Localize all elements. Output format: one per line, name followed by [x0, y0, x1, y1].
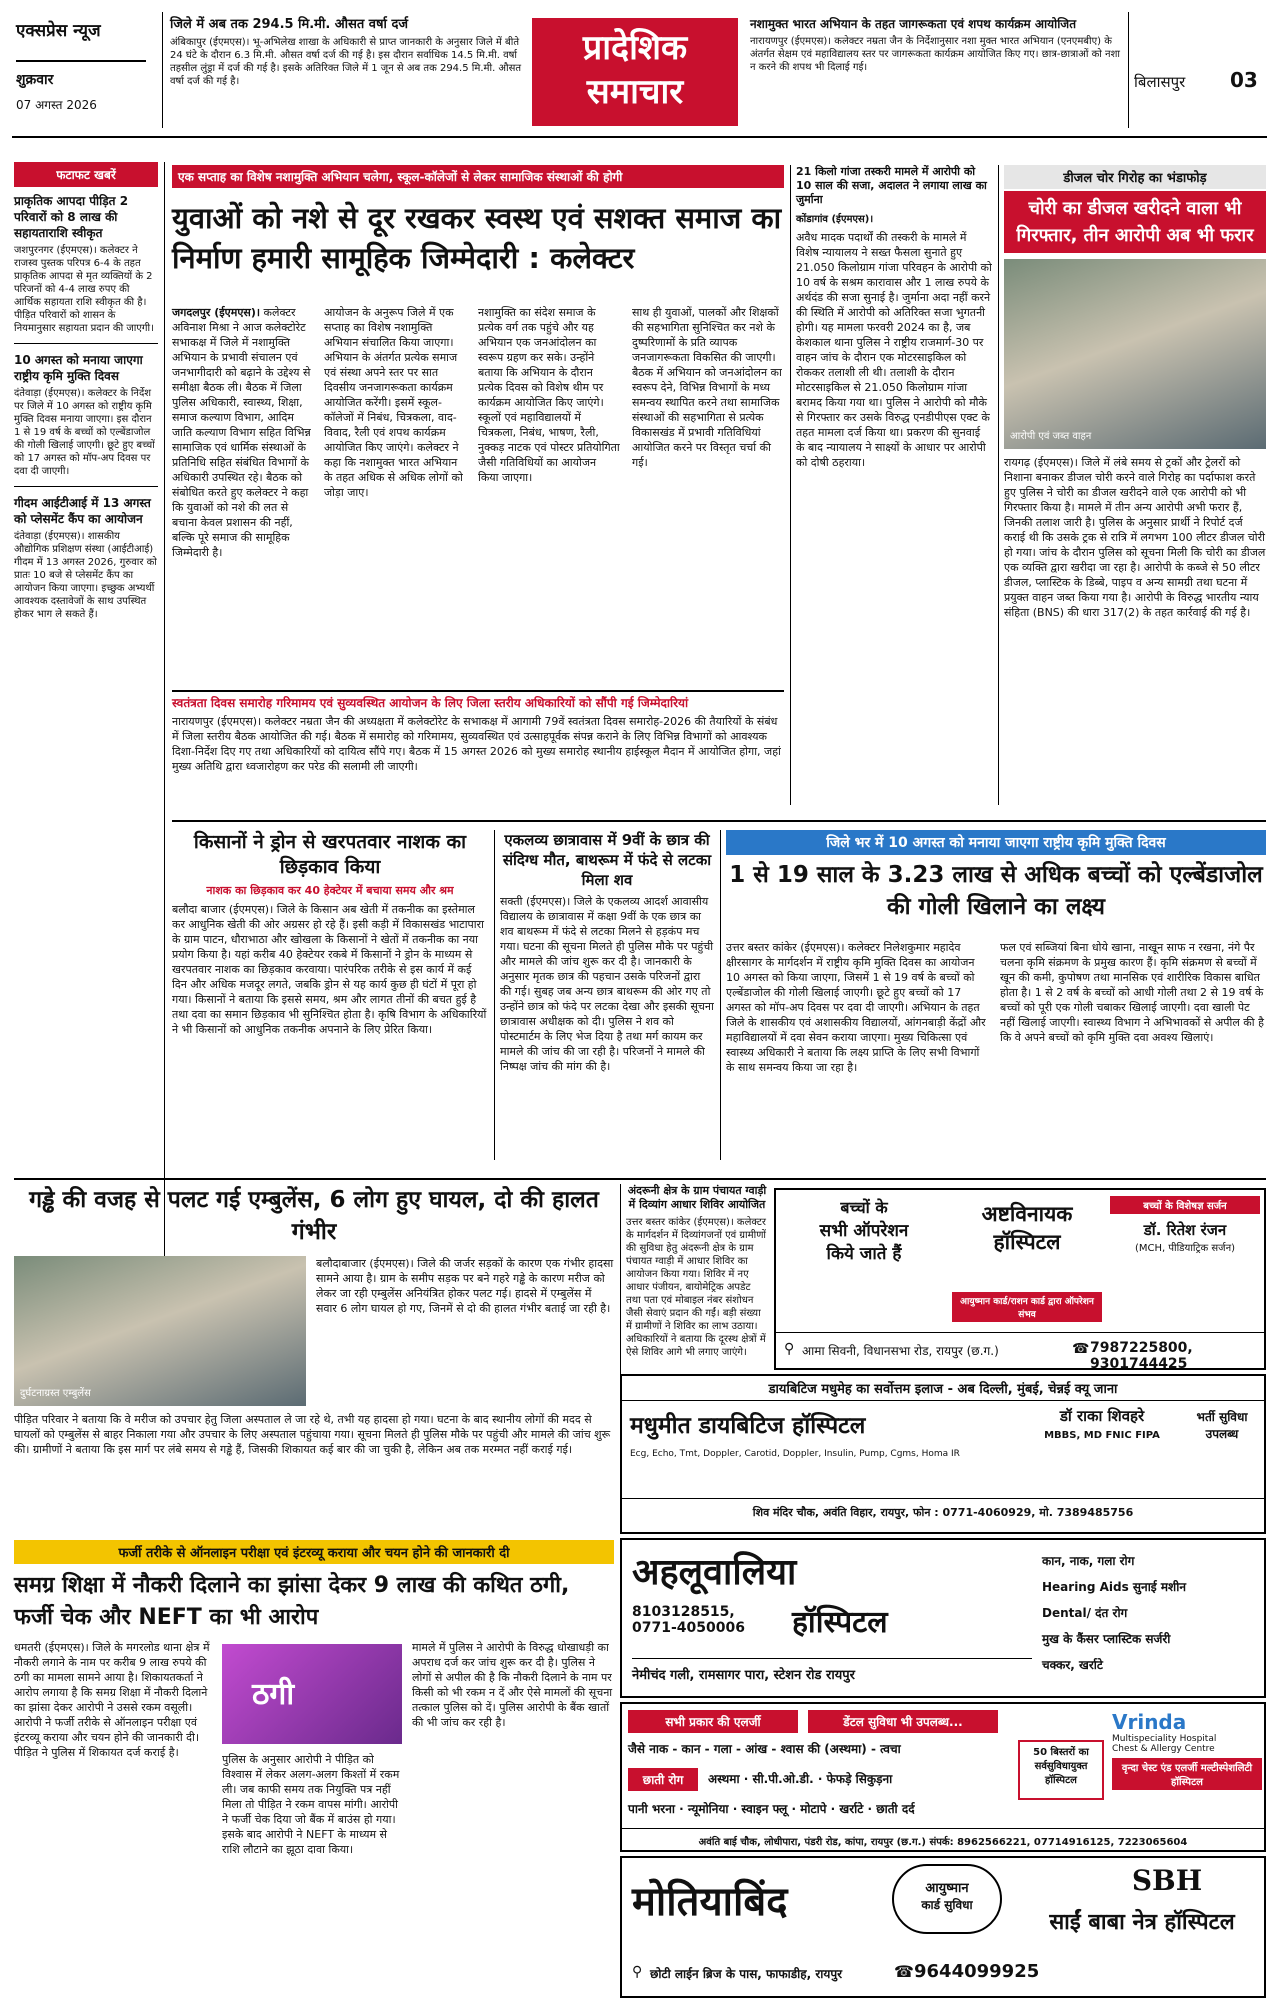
- ad-madhumeet: [620, 1374, 1266, 1534]
- ad-service-item: चक्कर, खर्राटे: [1042, 1658, 1103, 1672]
- ad-vrinda-logo-sub: Multispeciality Hospital: [1112, 1734, 1217, 1744]
- ad-ahluwalia-phone: 0771-4050006: [632, 1620, 745, 1636]
- ad-madhumeet-name: मधुमीत डायबिटिज हॉस्पिटल: [630, 1412, 866, 1439]
- ad-hospital-name: अष्टविनायक हॉस्पिटल: [981, 1201, 1073, 1254]
- ad-sai-name: साईं बाबा नेत्र हॉस्पिटल: [1049, 1910, 1235, 1935]
- sidebar-header: फटाफट खबरें: [14, 162, 158, 187]
- ad-line: सभी ऑपरेशन: [819, 1221, 909, 1241]
- section-title-line1: प्रादेशिक: [582, 28, 688, 68]
- ad-sai-ayush: कार्ड सुविधा: [921, 1898, 973, 1912]
- ad-ahluwalia-phone: 8103128515,: [632, 1604, 735, 1620]
- ad-vrinda-logo: Vrinda: [1112, 1710, 1187, 1734]
- aadhaar-body: उत्तर बस्तर कांकेर (ईएमएस)। कलेक्टर के मार्गदर्शन में दिव्यांगजनों एवं ग्रामीणों की सुविधा हेतु अंदरूनी क्षेत्र के ग्राम पंचायत ग्वाड़ी में आधार शिविर का आयोजन किया गया। शिविर में नए आधार पंजीयन, बायोमेट्रिक अपडेट तथा पता एवं मोबाइल नंबर संशोधन जैसी सेवाएं प्रदान की गईं। बड़ी संख्या में ग्रामीणों ने शिविर का लाभ उठाया। अधिकारियों ने बताया कि दूरस्थ क्षेत्रों में ऐसे शिविर आगे भी लगाए जाएंगे।: [626, 1217, 767, 1358]
- ad-madhumeet-degree: MBBS, MD FNIC FIPA: [1044, 1430, 1160, 1441]
- ambulance-story: [14, 1184, 614, 1529]
- deworming-kicker: जिले भर में 10 अगस्त को मनाया जाएगा राष्ट्रीय कृमि मुक्ति दिवस: [726, 830, 1266, 855]
- ad-vrinda-tab: डेंटल सुविधा भी उपलब्ध...: [808, 1710, 998, 1733]
- ad-ahluwalia-name: अहलूवालिया: [632, 1551, 797, 1593]
- sidebar-item-body: दंतेवाड़ा (ईएमएस)। शासकीय औद्योगिक प्रशिक्षण संस्था (आईटीआई) गीदम में 13 अगस्त 2026, गुरुवार को प्रातः 10 बजे से प्लेसमेंट कैंप का आयोजन किया जाएगा। इच्छुक अभ्यर्थी आवश्यक दस्तावेजों के साथ उपस्थित होकर भाग ले सकते हैं।: [14, 531, 157, 620]
- ad-sai-logo: SBH: [1131, 1864, 1203, 1897]
- ambulance-body: पीड़ित परिवार ने बताया कि वे मरीज को उपचार हेतु जिला अस्पताल ले जा रहे थे, तभी यह हादसा हो गया। घटना के बाद स्थानीय लोगों की मदद से घायलों को एम्बुलेंस से बाहर निकाला गया और उपचार के लिए अस्पताल पहुंचाया गया। सूचना मिलते ही पुलिस मौके पर पहुंची और मामले की जांच शुरू की। ग्रामीणों ने बताया कि इस मार्ग पर लंबे समय से गड्ढे हैं, जिसकी शिकायत कई बार की जा चुकी है, लेकिन अब तक मरम्मत नहीं कराई गई।: [14, 1413, 611, 1456]
- fraud-story: [14, 1540, 614, 1998]
- ad-ashtavinayak: [774, 1188, 1266, 1370]
- sidebar-item-body: दंतेवाड़ा (ईएमएस)। कलेक्टर के निर्देश पर जिले में 10 अगस्त को राष्ट्रीय कृमि मुक्ति दिवस मनाया जाएगा। इस दौरान 1 से 19 वर्ष के बच्चों को एल्बेंडाजोल की गोली खिलाई जाएगी। छूटे हुए बच्चों को 17 अगस्त को मॉप-अप दिवस पर दवा दी जाएगी।: [14, 388, 155, 477]
- ad-vrinda-row: पानी भरना · न्यूमोनिया · स्वाइन फ्लू · मोटापे · खर्राटे · छाती दर्द: [628, 1802, 915, 1816]
- ganja-dateline: कोंडागांव (ईएमएस)।: [796, 214, 874, 225]
- ambulance-photo-caption: दुर्घटनाग्रस्त एम्बुलेंस: [20, 1388, 91, 1399]
- ad-spec: बच्चों के विशेषज्ञ सर्जन: [1110, 1196, 1260, 1214]
- ad-ahluwalia-sub: हॉस्पिटल: [792, 1605, 888, 1640]
- diesel-story: [1004, 165, 1266, 805]
- ad-vrinda-address: अवंति बाई चौक, लोधीपारा, पंडरी रोड, कांपा, रायपुर (छ.ग.) संपर्क: 8962566221, 07714916125, 7223065604: [622, 1828, 1264, 1848]
- hostel-headline: एकलव्य छात्रावास में 9वीं के छात्र की संदिग्ध मौत, बाथरूम में फंदे से लटका मिला शव: [502, 831, 712, 889]
- location-icon: ⚲: [632, 1964, 643, 1980]
- ad-madhumeet-address: शिव मंदिर चौक, अवंति विहार, रायपुर, फोन : 0771-4060929, मो. 7389485756: [622, 1498, 1264, 1520]
- fraud-col2: पुलिस के अनुसार आरोपी ने पीड़ित को विश्वास में लेकर अलग-अलग किश्तों में रकम ली। जब काफी समय तक नियुक्ति पत्र नहीं मिला तो पीड़ित ने रकम वापस मांगी। आरोपी ने फर्जी चेक दिया जो बैंक में बाउंस हो गया। इसके बाद आरोपी ने NEFT के माध्यम से राशि लौटाने का झूठा दावा किया।: [222, 1753, 400, 1856]
- diesel-photo: [1004, 259, 1266, 449]
- ad-vrinda-tab: सभी प्रकार की एलर्जी: [628, 1710, 798, 1733]
- lead-dateline: जगदलपुर (ईएमएस)।: [172, 306, 261, 319]
- ad-service-item: मुख के कैंसर प्लास्टिक सर्जरी: [1042, 1632, 1171, 1646]
- lead-headline: युवाओं को नशे से दूर रखकर स्वस्थ एवं सशक्त समाज का निर्माण हमारी सामूहिक जिम्मेदारी : कलेक्टर: [172, 201, 782, 275]
- fraud-col3: मामले में पुलिस ने आरोपी के विरुद्ध धोखाधड़ी का अपराध दर्ज कर जांच शुरू कर दी है। पुलिस ने लोगों से अपील की है कि नौकरी दिलाने के नाम पर किसी को भी रकम न दें और ऐसे मामलों की सूचना तत्काल पुलिस को दें। पुलिस आरोपी के बैंक खातों की भी जांच कर रही है।: [412, 1641, 613, 1729]
- issue-day: शुक्रवार: [16, 72, 54, 88]
- ad-madhumeet-badge: भर्ती सुविधा उपलब्ध: [1196, 1410, 1248, 1441]
- page-number: 03: [1230, 68, 1258, 92]
- sub-lead-body: नारायणपुर (ईएमएस)। कलेक्टर नम्रता जैन की अध्यक्षता में कलेक्टोरेट के सभाकक्ष में आगामी 79वें स्वतंत्रता दिवस समारोह-2026 की तैयारियों के संबंध में जिला स्तरीय बैठक आयोजित की गई। बैठक में समारोह को गरिमामय, सुव्यवस्थित एवं उत्साहपूर्वक संपन्न कराने के लिए विभिन्न विभागों को आवश्यक दिशा-निर्देश दिए गए तथा अधिकारियों को दायित्व सौंपे गए। बैठक में 15 अगस्त 2026 को मुख्य समारोह स्थानीय हाईस्कूल मैदान में आयोजित होगा, जहां मुख्य अतिथि द्वारा ध्वजारोहण कर परेड की सलामी ली जाएगी।: [172, 715, 781, 773]
- diesel-headline: चोरी का डीजल खरीदने वाला भी गिरफ्तार, तीन आरोपी अब भी फरार: [1004, 191, 1266, 253]
- ad-vrinda-row: अस्थमा · सी.पी.ओ.डी. · फेफड़े सिकुड़ना: [708, 1772, 893, 1786]
- ad-vrinda-hindi-name: वृन्दा चेस्ट एंड एलर्जी मल्टीस्पेशलिटी हॉस्पिटल: [1112, 1758, 1262, 1790]
- ad-sai-ayush: आयुष्मान: [925, 1881, 969, 1896]
- lead-col4: साथ ही युवाओं, पालकों और शिक्षकों की सहभागिता सुनिश्चित कर नशे के दुष्परिणामों के प्रति व्यापक जनजागरूकता विकसित की जाएगी। बैठक में अभियान को जनआंदोलन का स्वरूप देने, विभिन्न विभागों के मध्य समन्वय स्थापित करने तथा सामाजिक संस्थाओं की सहभागिता से प्रत्येक विकासखंड में प्रभावी गतिविधियां आयोजित करने पर विस्तृत चर्चा की गई।: [632, 306, 782, 469]
- ad-service-item: Hearing Aids सुनाई मशीन: [1042, 1580, 1186, 1594]
- sidebar-item-title: प्राकृतिक आपदा पीड़ित 2 परिवारों को 8 लाख की सहायताराशि स्वीकृत: [14, 194, 129, 240]
- sub-lead-story: [172, 690, 784, 810]
- location-icon: ⚲: [784, 1341, 795, 1357]
- farmers-headline: किसानों ने ड्रोन से खरपतवार नाशक का छिड़काव किया: [193, 831, 467, 878]
- lead-col2: आयोजन के अनुरूप जिले में एक सप्ताह का विशेष नशामुक्ति अभियान संचालित किया जाएगा। अभियान के अंतर्गत प्रत्येक समाज एवं संस्था अपने स्तर पर सात दिवसीय जनजागरूकता कार्यक्रम आयोजित करेंगी। इसमें स्कूल-कॉलेजों में निबंध, चित्रकला, वाद-विवाद, रैली एवं शपथ कार्यक्रम आयोजित किए जाएंगे। कलेक्टर ने कहा कि नशामुक्त भारत अभियान के तहत अधिक से अधिक लोगों को जोड़ा जाए।: [324, 306, 463, 499]
- farmers-story: [172, 830, 488, 1170]
- ganja-headline: 21 किलो गांजा तस्करी मामले में आरोपी को 10 साल की सजा, अदालत ने लगाया लाख का जुर्माना: [796, 165, 987, 206]
- sub-lead-headline: स्वतंत्रता दिवस समारोह गरिमामय एवं सुव्यवस्थित आयोजन के लिए जिला स्तरीय अधिकारियों को सौंपी गई जिम्मेदारियां: [172, 690, 784, 711]
- ad-vrinda: [620, 1702, 1266, 1852]
- ad-madhumeet-top: डायबिटिज मधुमेह का सर्वोत्तम इलाज - अब दिल्ली, मुंबई, चेन्नई क्यू जाना: [622, 1376, 1264, 1401]
- top-right-story-title: नशामुक्त भारत अभियान के तहत जागरूकता एवं शपथ कार्यक्रम आयोजित: [750, 17, 1077, 31]
- ganja-body: अवैध मादक पदार्थों की तस्करी के मामले में विशेष न्यायालय ने सख्त फैसला सुनाते हुए 21.050 किलोग्राम गांजा परिवहन के आरोपी को 10 वर्ष के सश्रम कारावास और 1 लाख रुपये के अर्थदंड की सजा सुनाई है। जुर्माना अदा नहीं करने की स्थिति में आरोपी को अतिरिक्त सजा भुगतनी होगी। यह मामला फरवरी 2024 का है, जब केशकाल थाना पुलिस ने राष्ट्रीय राजमार्ग-30 पर वाहन जांच के दौरान एक मोटरसाइकिल को रोककर तलाशी ली थी। तलाशी के दौरान मोटरसाइकिल से 21.050 किलोग्राम गांजा बरामद किया गया था। पुलिस ने आरोपी को मौके से गिरफ्तार कर उसके विरुद्ध एनडीपीएस एक्ट के तहत मामला दर्ज किया था। प्रकरण की सुनवाई के बाद न्यायालय ने साक्ष्यों के आधार पर आरोपी को दोषी ठहराया।: [796, 231, 992, 469]
- ad-phone: 7987225800, 9301744425: [1090, 1340, 1193, 1372]
- fraud-image-label: ठगी: [252, 1677, 295, 1712]
- ad-vrinda-chest: छाती रोग: [628, 1768, 698, 1791]
- fraud-col1: धमतरी (ईएमएस)। जिले के मगरलोड थाना क्षेत्र में नौकरी लगाने के नाम पर करीब 9 लाख रुपये की ठगी का मामला सामने आया है। शिकायतकर्ता ने आरोप लगाया है कि समग्र शिक्षा में नौकरी दिलाने का झांसा देकर आरोपी ने उससे रकम वसूली। आरोपी ने फर्जी तरीके से ऑनलाइन परीक्षा एवं इंटरव्यू कराया और चयन होने की जानकारी दी। पीड़ित ने पुलिस में शिकायत दर्ज कराई है।: [14, 1641, 210, 1759]
- phone-icon: ☎: [894, 1962, 914, 1981]
- ambulance-photo: [14, 1256, 306, 1406]
- ad-service-item: Dental/ दंत रोग: [1042, 1606, 1128, 1620]
- deworming-col1: उत्तर बस्तर कांकेर (ईएमएस)। कलेक्टर निलेशकुमार महादेव क्षीरसागर के मार्गदर्शन में राष्ट्रीय कृमि मुक्ति दिवस का आयोजन 10 अगस्त को किया जाएगा, जिसमें 1 से 19 वर्ष के बच्चों को एल्बेंडाजोल की गोली खिलाई जाएगी। छूटे हुए बच्चों को 17 अगस्त को मॉप-अप दिवस पर दवा दी जाएगी। अभियान के तहत जिले के शासकीय एवं अशासकीय विद्यालयों, आंगनबाड़ी केंद्रों और महाविद्यालयों में दवा सेवन कराया जाएगा। मुख्य चिकित्सा एवं स्वास्थ्य अधिकारी ने बताया कि लक्ष्य प्राप्ति के लिए सभी विभागों के साथ समन्वय किया जा रहा है।: [726, 941, 986, 1074]
- farmers-subhead: नाशक का छिड़काव कर 40 हेक्टेयर में बचाया समय और श्रम: [206, 884, 454, 897]
- phone-icon: ☎: [1072, 1341, 1090, 1357]
- sidebar-item-title: 10 अगस्त को मनाया जाएगा राष्ट्रीय कृमि मुक्ति दिवस: [14, 353, 143, 383]
- city-name: बिलासपुर: [1134, 73, 1186, 91]
- ad-degree: (MCH, पीडियाट्रिक सर्जन): [1134, 1243, 1236, 1254]
- hostel-story: [500, 830, 714, 1170]
- diesel-body: रायगढ़ (ईएमएस)। जिले में लंबे समय से ट्रकों और ट्रेलरों को निशाना बनाकर डीजल चोरी करने वाले गिरोह का पर्दाफाश करते हुए पुलिस ने चोरी का डीजल खरीदने वाले एक आरोपी को भी गिरफ्तार किया है। मामले में तीन अन्य आरोपी अभी फरार हैं, जिनकी तलाश जारी है। पुलिस के अनुसार प्रार्थी ने रिपोर्ट दर्ज कराई थी कि उसके ट्रक से रात्रि में लगभग 100 लीटर डीजल चोरी हो गया। जांच के दौरान पुलिस को सूचना मिली कि चोरी का डीजल एक व्यक्ति द्वारा खरीदा जा रहा है। आरोपी के कब्जे से 50 लीटर डीजल, प्लास्टिक के डिब्बे, पाइप व अन्य सामग्री तथा घटना में प्रयुक्त वाहन जब्त किया गया है। आरोपी के विरुद्ध भारतीय न्याय संहिता (BNS) की धारा 317(2) के तहत कार्रवाई की गई है।: [1004, 456, 1266, 619]
- ad-address: आमा सिवनी, विधानसभा रोड, रायपुर (छ.ग.): [802, 1344, 999, 1358]
- lead-story: [172, 165, 784, 685]
- fraud-kicker: फर्जी तरीके से ऑनलाइन परीक्षा एवं इंटरव्यू कराया और चयन होने की जानकारी दी: [14, 1540, 614, 1564]
- lead-kicker: एक सप्ताह का विशेष नशामुक्ति अभियान चलेगा, स्कूल-कॉलेजों से लेकर सामाजिक संस्थाओं की होगी: [172, 165, 784, 188]
- ad-line: किये जाते हैं: [826, 1244, 902, 1264]
- fraud-headline: समग्र शिक्षा में नौकरी दिलाने का झांसा देकर 9 लाख की कथित ठगी, फर्जी चेक और NEFT का भी आरोप: [14, 1573, 570, 1630]
- ad-ahluwalia: [620, 1538, 1266, 1698]
- ad-vrinda-row: जैसे नाक - कान - गला - आंख - श्वास की (अस्थमा) - त्वचा: [628, 1742, 901, 1756]
- hostel-body: सक्ती (ईएमएस)। जिले के एकलव्य आदर्श आवासीय विद्यालय के छात्रावास में कक्षा 9वीं के एक छात्र का शव बाथरूम में फंदे से लटका मिलने से हड़कंप मच गया। घटना की सूचना मिलते ही पुलिस मौके पर पहुंची और मामले की जांच शुरू कर दी है। जानकारी के अनुसार मृतक छात्र की पहचान उसके परिजनों द्वारा की गई। सुबह जब अन्य छात्र बाथरूम की ओर गए तो उन्होंने छात्र को फंदे पर लटका देखा और इसकी सूचना छात्रावास अधीक्षक को दी। पुलिस ने शव को पोस्टमार्टम के लिए भेज दिया है तथा मर्ग कायम कर मामले की जांच की जा रही है। परिजनों ने मामले की निष्पक्ष जांच की मांग की है।: [500, 895, 714, 1073]
- deworming-headline: 1 से 19 साल के 3.23 लाख से अधिक बच्चों को एल्बेंडाजोल की गोली खिलाने का लक्ष्य: [729, 862, 1263, 920]
- ad-vrinda-logo-sub2: Chest & Allergy Centre: [1112, 1744, 1215, 1754]
- ad-sai-baba: [620, 1856, 1266, 1998]
- ad-madhumeet-tests: Ecg, Echo, Tmt, Doppler, Carotid, Doppler, Insulin, Pump, Cgms, Homa IR: [630, 1449, 960, 1459]
- lead-col1: कलेक्टर अविनाश मिश्रा ने आज कलेक्टोरेट सभाकक्ष में जिले में नशामुक्ति अभियान के प्रभावी संचालन एवं जनभागीदारी को बढ़ाने के उद्देश्य से समीक्षा बैठक ली। बैठक में जिला पुलिस अधिकारी, स्वास्थ्य, शिक्षा, समाज कल्याण विभाग, आदिम जाति कल्याण विभाग सहित विभिन्न सामाजिक एवं धार्मिक संस्थाओं के प्रतिनिधि सहित संबंधित विभागों के अधिकारी उपस्थित रहे। बैठक को संबोधित करते हुए कलेक्टर ने कहा कि युवाओं को नशे की लत से बचाना केवल प्रशासन की नहीं, बल्कि पूरे समाज की सामूहिक जिम्मेदारी है।: [172, 306, 311, 559]
- ad-vrinda-beds: 50 बिस्तरों का सर्वसुविधायुक्त हॉस्पिटल: [1018, 1740, 1104, 1800]
- farmers-body: बलौदा बाजार (ईएमएस)। जिले के किसान अब खेती में तकनीक का इस्तेमाल कर आधुनिक खेती की ओर अग्रसर हो रहे हैं। इसी कड़ी में विकासखंड भाटापारा के ग्राम पाटन, धौराभाठा और खोखला के किसानों ने खेतों में तकनीक का नया प्रयोग किया है। यहां करीब 40 हेक्टेयर रकबे में किसानों ने ड्रोन के माध्यम से खरपतवार नाशक का छिड़काव करवाया। पारंपरिक तरीके से इस कार्य में कई दिन और अधिक मजदूर लगते, जबकि ड्रोन से यह कार्य कुछ ही घंटों में पूरा हो गया। किसानों ने बताया कि इससे समय, श्रम और लागत तीनों की बचत हुई है तथा दवा का समान छिड़काव भी सुनिश्चित होता है। कृषि विभाग के अधिकारियों ने भी किसानों को आधुनिक तकनीक अपनाने के लिए प्रेरित किया।: [172, 903, 487, 1036]
- ad-doctor: डॉ. रितेश रंजन: [1143, 1221, 1227, 1239]
- ad-subline: आयुष्मान कार्ड/राशन कार्ड द्वारा ऑपरेशन संभव: [952, 1292, 1102, 1322]
- ad-ahluwalia-address: नेमीचंद गली, रामसागर पारा, स्टेशन रोड रायपुर: [632, 1658, 1032, 1683]
- issue-date: 07 अगस्त 2026: [16, 98, 97, 112]
- fraud-image: [222, 1644, 402, 1744]
- sidebar-item-body: जशपुरनगर (ईएमएस)। कलेक्टर ने राजस्व पुस्तक परिपत्र 6-4 के तहत प्राकृतिक आपदा से मृत व्यक्तियों के 2 परिजनों को 4-4 लाख रुपए की आर्थिक सहायता राशि स्वीकृत की है। पीड़ित परिवारों को शासन के नियमानुसार सहायता प्रदान की जाएगी।: [14, 245, 154, 334]
- diesel-photo-caption: आरोपी एवं जब्त वाहन: [1010, 431, 1092, 442]
- ganja-story: [796, 165, 992, 805]
- ad-sai-title: मोतियाबिंद: [632, 1878, 788, 1925]
- ad-service-item: कान, नाक, गला रोग: [1042, 1554, 1135, 1568]
- diesel-kicker: डीजल चोर गिरोह का भंडाफोड़: [1004, 165, 1266, 189]
- section-banner: [532, 18, 738, 126]
- masthead: [12, 12, 1267, 144]
- aadhaar-headline: अंदरूनी क्षेत्र के ग्राम पंचायत ग्वाड़ी में दिव्यांग आधार शिविर आयोजित: [627, 1184, 767, 1211]
- deworming-col2: फल एवं सब्जियां बिना धोये खाना, नाखून साफ न रखना, नंगे पैर चलना कृमि संक्रमण के प्रमुख कारण हैं। कृमि संक्रमण से बच्चों में खून की कमी, कुपोषण तथा मानसिक एवं शारीरिक विकास बाधित होता है। 1 से 2 वर्ष के बच्चों को आधी गोली तथा 2 से 19 वर्ष के बच्चों को पूरी एक गोली चबाकर खिलाई जाएगी। दवा खाली पेट नहीं खिलाई जाएगी। स्वास्थ्य विभाग ने अभिभावकों से अपील की है कि वे अपने बच्चों को कृमि मुक्ति दवा अवश्य खिलाएं।: [1000, 941, 1264, 1044]
- top-right-story-body: नारायणपुर (ईएमएस)। कलेक्टर नम्रता जैन के निर्देशानुसार नशा मुक्त भारत अभियान (एनएमबीए) के अंतर्गत सेक्षम एवं महाविद्यालय स्तर पर जागरूकता कार्यक्रम आयोजित किए गए। छात्र-छात्राओं को नशा न करने की शपथ भी दिलाई गई।: [750, 36, 1120, 73]
- ad-madhumeet-doctor: डॉ राका शिवहरे: [1059, 1407, 1145, 1425]
- ad-tag: बच्चों के: [840, 1198, 888, 1217]
- top-left-story-body: अंबिकापुर (ईएमएस)। भू-अभिलेख शाखा के अधिकारी से प्राप्त जानकारी के अनुसार जिले में बीते 24 घंटे के दौरान 6.3 मि.मी. औसत वर्षा दर्ज की गई है। इस दौरान सर्वाधिक 14.5 मि.मी. वर्षा तहसील लुंड्रा में दर्ज की गई है। इसके अतिरिक्त जिले में 1 जून से अब तक 294.5 मि.मी. औसत वर्षा दर्ज की गई है।: [170, 37, 522, 87]
- section-title-line2: समाचार: [586, 72, 684, 112]
- sidebar: [14, 162, 158, 1352]
- ad-sai-address: छोटी लाईन ब्रिज के पास, फाफाडीह, रायपुर: [650, 1967, 843, 1981]
- lead-col3: नशामुक्ति का संदेश समाज के प्रत्येक वर्ग तक पहुंचे और यह अभियान एक जनआंदोलन का स्वरूप ग्रहण कर सके। उन्होंने बताया कि अभियान के दौरान प्रत्येक दिवस को विशेष थीम पर कार्यक्रम आयोजित किए जाएंगे। स्कूलों एवं महाविद्यालयों में चित्रकला, निबंध, भाषण, रैली, नुक्कड़ नाटक एवं पोस्टर प्रतियोगिता जैसी गतिविधियों का आयोजन किया जाएगा।: [478, 306, 620, 484]
- ad-sai-phone: 9644099925: [914, 1961, 1040, 1982]
- sidebar-item-title: गीदम आईटीआई में 13 अगस्त को प्लेसमेंट कैंप का आयोजन: [14, 496, 151, 526]
- ambulance-headline: गड्ढे की वजह से पलट गई एम्बुलेंस, 6 लोग हुए घायल, दो की हालत गंभीर: [29, 1187, 599, 1245]
- top-left-story-title: जिले में अब तक 294.5 मि.मी. औसत वर्षा दर्ज: [170, 17, 408, 32]
- brand-name: एक्सप्रेस न्यूज: [16, 21, 101, 41]
- deworming-story: [726, 830, 1266, 1170]
- ambulance-side-body: बलौदाबाजार (ईएमएस)। जिले की जर्जर सड़कों के कारण एक गंभीर हादसा सामने आया है। ग्राम के समीप सड़क पर बने गहरे गड्ढे के कारण मरीज को लेकर जा रही एम्बुलेंस अनियंत्रित होकर पलट गई। हादसे में एम्बुलेंस में सवार 6 लोग घायल हो गए, जिनमें से दो की हालत गंभीर बताई जा रही है।: [316, 1257, 614, 1315]
